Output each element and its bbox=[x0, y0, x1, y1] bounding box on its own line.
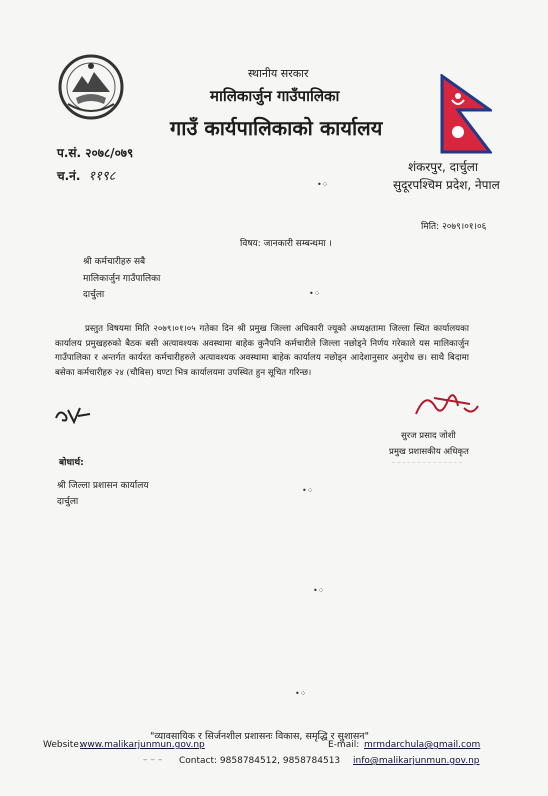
recipient-line-3: दार्चुला bbox=[83, 290, 105, 300]
letter-subject: विषय: जानकारी सम्बन्धमा । bbox=[240, 239, 332, 249]
scan-speck: •⁘ bbox=[302, 486, 314, 495]
nepal-flag-icon bbox=[440, 74, 492, 154]
address-line-2: सुदूरपश्चिम प्रदेश, नेपाल bbox=[393, 178, 500, 192]
faint-stamp bbox=[392, 462, 462, 475]
dispatch-number-row bbox=[57, 166, 115, 184]
scan-speck: •⁘ bbox=[313, 586, 325, 595]
signer-name: सुरज प्रसाद जोशी bbox=[401, 431, 456, 441]
address-line-1: शंकरपुर, दार्चुला bbox=[408, 160, 478, 174]
recipient-line-2: मालिकार्जुन गाउँपालिका bbox=[83, 274, 161, 284]
header-municipality-name: मालिकार्जुन गाउँपालिका bbox=[210, 87, 340, 105]
dispatch-number-value: ११९८ bbox=[88, 169, 116, 184]
header-office-name: गाउँ कार्यपालिकाको कार्यालय bbox=[170, 116, 383, 140]
email-label: E-mail: bbox=[328, 740, 360, 750]
contact-numbers: Contact: 9858784512, 9858784513 bbox=[179, 756, 341, 766]
scan-speck: •⁘ bbox=[317, 180, 329, 189]
recipient-line-1: श्री कर्मचारीहरु सबै bbox=[83, 257, 146, 267]
cc-label: बोधार्थ: bbox=[59, 458, 84, 468]
website-label: Website: bbox=[43, 740, 82, 750]
scan-speck: •⁘ bbox=[295, 689, 307, 698]
dispatch-number-label: च.नं. bbox=[57, 169, 81, 183]
website-link[interactable]: www.malikarjunmun.gov.np bbox=[80, 740, 205, 750]
footer-divider: – – – bbox=[143, 755, 163, 765]
email-link-info[interactable]: info@malikarjunmun.gov.np bbox=[353, 756, 480, 766]
cc-line-1: श्री जिल्ला प्रशासन कार्यालय bbox=[57, 481, 149, 491]
letter-body bbox=[55, 322, 469, 380]
footer-motto: "व्यावसायिक र सिर्जनशील प्रशासनः विकास, समृद्धि र सुशासन" bbox=[150, 731, 369, 742]
nepal-emblem-icon bbox=[56, 52, 126, 122]
reference-number: प.सं. २०७८/०७९ bbox=[57, 146, 134, 160]
cc-line-2: दार्चुला bbox=[57, 497, 79, 507]
handwritten-initial-icon bbox=[52, 400, 92, 430]
signature-icon bbox=[412, 386, 482, 422]
header-local-government: स्थानीय सरकार bbox=[248, 67, 309, 80]
letter-body-paragraph: प्रस्तुत विषयमा मिति २०७९।०१।०५ गतेका दिन श्री प्रमुख जिल्ला अधिकारी ज्यूको अध्यक्षतामा जिल्ला स्थित कार्यालयका कार्यालय प्रमुखहरुको बैठक बसी अत्यावश्यक अवस्थामा बाहेक कुनैपनि कर्मचारीले जिल्ला नछोड्ने निर्णय गरेकाले यस मालिकार्जुन गाउँपालिका र अन्तर्गत कार्यरत कर्मचारीहरुले अत्यावश्यक अवस्थामा बाहेक कार्यालय नछोड्न आदेशानुसार अनुरोध छ। साथै बिदामा बसेका कर्मचारीहरु २४ (चौबिस) घण्टा भित्र कार्यालयमा उपस्थित हुन सूचित गरिन्छ। bbox=[55, 324, 469, 378]
signer-title: प्रमुख प्रशासकीय अधिकृत bbox=[389, 447, 469, 457]
letter-date: मिति: २०७९।०१।०६ bbox=[421, 222, 487, 232]
scan-speck: •⁘ bbox=[309, 289, 321, 298]
email-link-primary[interactable]: mrmdarchula@gmail.com bbox=[364, 740, 481, 750]
